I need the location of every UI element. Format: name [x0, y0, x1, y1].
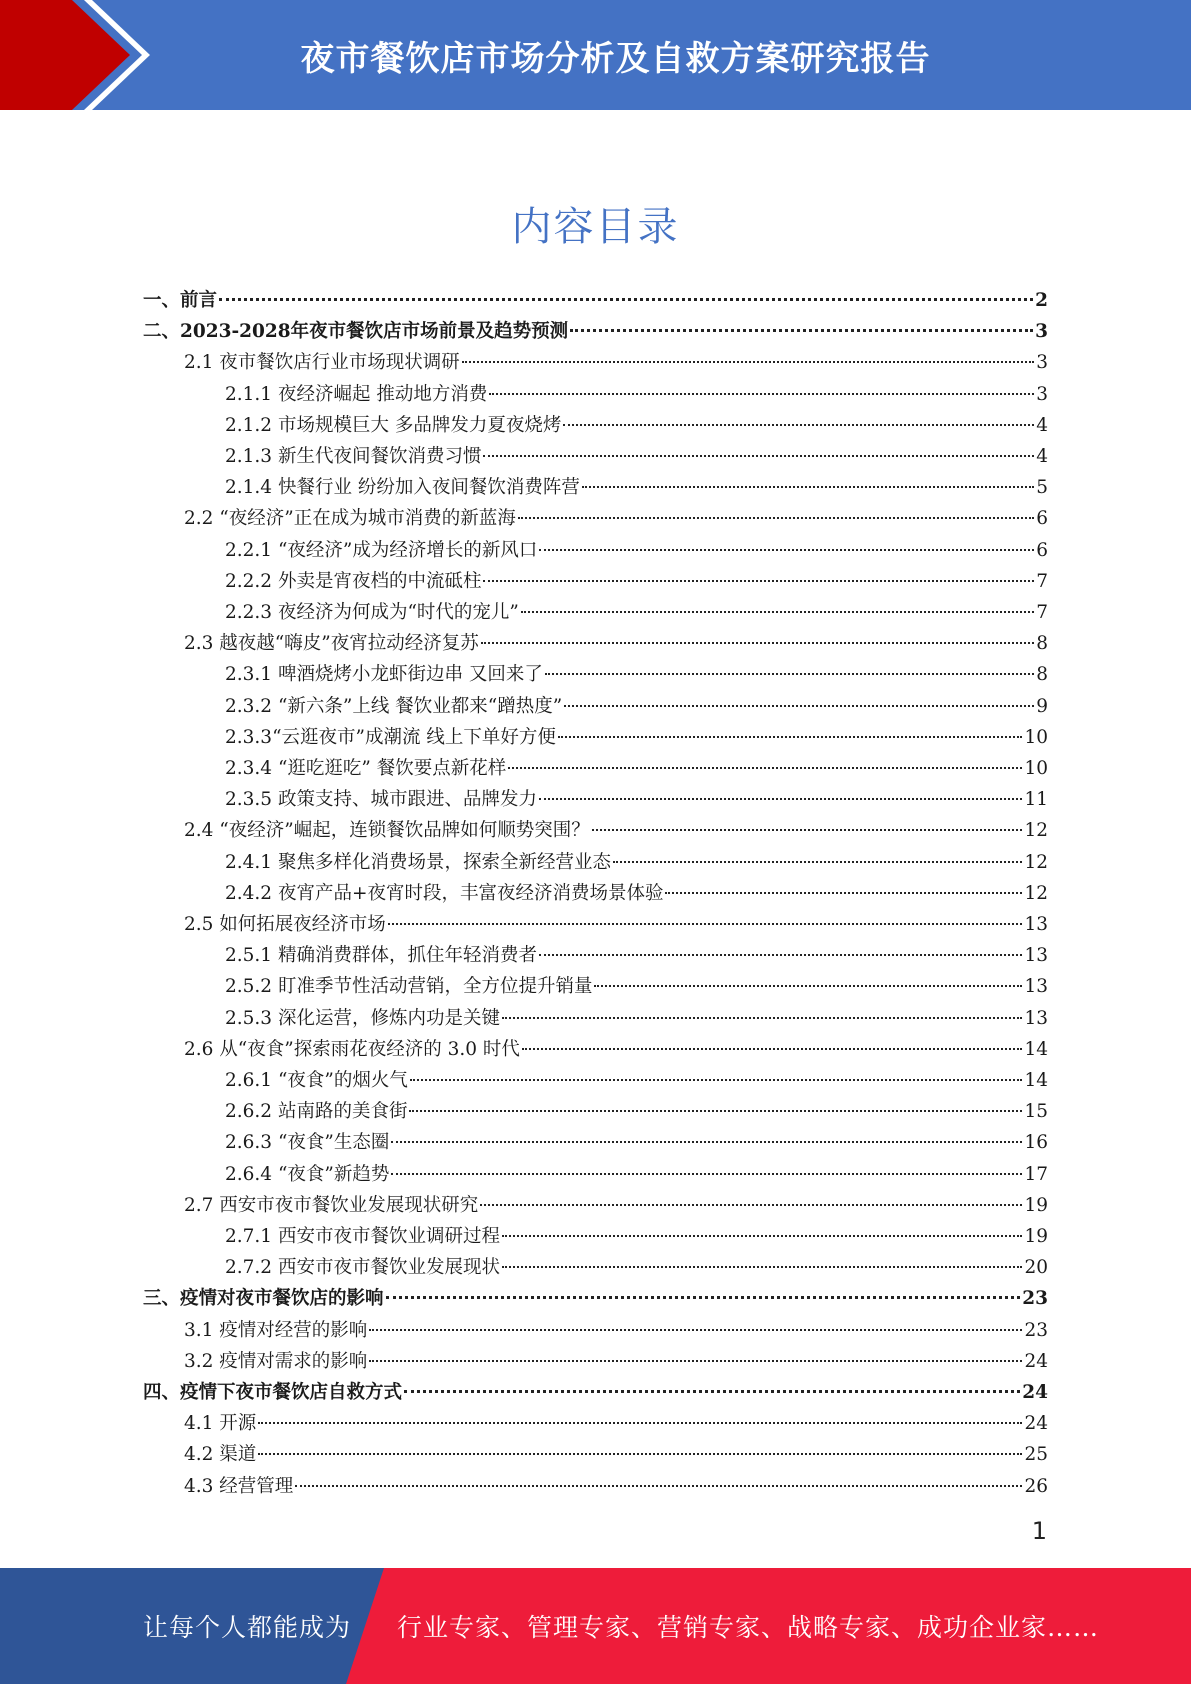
toc-entry-label: 2.7 西安市夜市餐饮业发展现状研究	[184, 1194, 479, 1216]
toc-leader-dots	[295, 1485, 1022, 1487]
toc-entry-page: 10	[1024, 758, 1048, 779]
toc-entry-page: 5	[1036, 477, 1048, 499]
toc-entry-page: 19	[1024, 1226, 1048, 1247]
toc-entry-label: 2.6.4 “夜食”新趋势	[225, 1163, 390, 1185]
toc-entry-label: 4.2 渠道	[184, 1444, 257, 1466]
toc-entry[interactable]	[184, 1408, 1048, 1439]
toc-entry-label: 2.3.5 政策支持、城市跟进、品牌发力	[225, 789, 537, 811]
toc-leader-dots	[502, 1266, 1022, 1268]
toc-leader-dots	[483, 455, 1034, 457]
toc-entry-page: 3	[1036, 383, 1048, 405]
toc-entry[interactable]	[225, 878, 1048, 909]
toc-entry-label: 3.2 疫情对需求的影响	[184, 1350, 368, 1372]
toc-entry[interactable]	[143, 1283, 1048, 1314]
toc-entry[interactable]	[225, 410, 1048, 441]
toc-entry-label: 2.5.1 精确消费群体，抓住年轻消费者	[225, 945, 537, 967]
toc-entry[interactable]	[184, 347, 1048, 378]
toc-entry-page: 26	[1024, 1475, 1048, 1497]
toc-entry-label: 2.3.2 “新六条”上线 餐饮业都来“蹭热度”	[225, 695, 563, 717]
toc-entry-page: 16	[1024, 1132, 1048, 1154]
toc-leader-dots	[481, 642, 1035, 644]
toc-leader-dots	[570, 329, 1033, 332]
toc-entry-page: 23	[1022, 1288, 1048, 1310]
toc-leader-dots	[539, 798, 1022, 800]
page-number: 1	[1031, 1517, 1047, 1545]
toc-leader-dots	[404, 1390, 1020, 1393]
toc-entry[interactable]	[225, 566, 1048, 597]
toc-entry-label: 4.1 开源	[184, 1413, 257, 1435]
toc-entry[interactable]	[143, 1377, 1048, 1408]
toc-entry-page: 12	[1024, 882, 1048, 904]
toc-entry-label: 2.4.1 聚焦多样化消费场景，探索全新经营业态	[225, 851, 611, 873]
toc-entry-page: 25	[1024, 1444, 1048, 1466]
toc-leader-dots	[502, 1017, 1022, 1019]
toc-leader-dots	[582, 486, 1034, 488]
toc-entry-page: 11	[1024, 789, 1048, 811]
toc-entry-page: 6	[1036, 508, 1048, 530]
toc-entry[interactable]	[225, 1003, 1048, 1034]
toc-entry[interactable]	[225, 1252, 1048, 1283]
toc-entry[interactable]	[225, 971, 1048, 1002]
toc-entry-label: 三、疫情对夜市餐饮店的影响	[143, 1288, 384, 1310]
toc-entry-page: 8	[1036, 633, 1048, 655]
toc-leader-dots	[258, 1422, 1022, 1424]
toc-entry-page: 4	[1036, 414, 1048, 436]
toc-entry-page: 4	[1036, 446, 1048, 467]
toc-entry[interactable]	[143, 316, 1048, 347]
toc-entry-label: 2.7.2 西安市夜市餐饮业发展现状	[225, 1257, 500, 1279]
toc-entry-page: 3	[1035, 321, 1048, 343]
toc-entry-page: 2	[1035, 290, 1048, 311]
toc-entry[interactable]	[225, 753, 1048, 784]
toc-entry-page: 15	[1024, 1101, 1048, 1123]
toc-entry[interactable]	[225, 379, 1048, 410]
toc-leader-dots	[258, 1453, 1022, 1455]
toc-leader-dots	[539, 954, 1022, 956]
toc-entry[interactable]	[225, 940, 1048, 971]
footer-slogan-left: 让每个人都能成为	[143, 1613, 352, 1642]
toc-entry-page: 14	[1024, 1070, 1048, 1091]
toc-entry-label: 2.6.1 “夜食”的烟火气	[225, 1070, 408, 1091]
toc-entry-page: 7	[1036, 570, 1048, 592]
toc-entry[interactable]	[184, 909, 1048, 940]
header-banner	[0, 0, 1191, 110]
toc-leader-dots	[219, 298, 1033, 301]
toc-leader-dots	[391, 1173, 1022, 1175]
toc-leader-dots	[483, 580, 1034, 582]
toc-entry-label: 2.6.3 “夜食”生态圈	[225, 1132, 390, 1154]
toc-entry-label: 四、疫情下夜市餐饮店自救方式	[143, 1382, 403, 1403]
toc-entry[interactable]	[184, 628, 1048, 659]
toc-entry[interactable]	[143, 285, 1048, 316]
toc-entry-label: 2.4 “夜经济”崛起，连锁餐饮品牌如何顺势突围？	[184, 820, 590, 842]
toc-leader-dots	[592, 829, 1023, 831]
toc-entry-label: 2.1.1 夜经济崛起 推动地方消费	[225, 383, 488, 405]
toc-leader-dots	[462, 361, 1034, 363]
toc-leader-dots	[388, 923, 1023, 925]
toc-entry[interactable]	[225, 1159, 1048, 1190]
toc-entry-label: 2.3.3“云逛夜市”成潮流 线上下单好方便	[225, 726, 556, 748]
toc-entry[interactable]	[225, 535, 1048, 566]
footer-banner	[0, 1568, 1191, 1684]
toc-entry-page: 3	[1036, 352, 1048, 374]
toc-leader-dots	[480, 1204, 1022, 1206]
toc-leader-dots	[594, 985, 1022, 987]
toc-entry[interactable]	[225, 722, 1048, 753]
toc-leader-dots	[489, 393, 1034, 395]
toc-entry-page: 23	[1024, 1319, 1048, 1341]
toc-entry-label: 2.2.3 夜经济为何成为“时代的宠儿”	[225, 602, 519, 623]
toc-entry-page: 6	[1036, 539, 1048, 561]
toc-leader-dots	[539, 549, 1034, 551]
toc-leader-dots	[665, 892, 1022, 894]
toc-entry-label: 一、前言	[143, 290, 218, 311]
toc-entry-page: 13	[1024, 976, 1048, 998]
toc-leader-dots	[502, 1235, 1022, 1237]
toc-entry-label: 2.3.4 “逛吃逛吃” 餐饮要点新花样	[225, 758, 507, 779]
toc-leader-dots	[563, 424, 1034, 426]
toc-entry-page: 12	[1024, 851, 1048, 873]
toc-entry-label: 4.3 经营管理	[184, 1475, 294, 1497]
toc-entry-label: 2.4.2 夜宵产品+夜宵时段，丰富夜经济消费场景体验	[225, 882, 664, 904]
toc-entry-label: 2.1.3 新生代夜间餐饮消费习惯	[225, 446, 482, 467]
toc-entry-label: 2.5 如何拓展夜经济市场	[184, 914, 386, 935]
toc-entry[interactable]	[184, 1346, 1048, 1377]
toc-entry-page: 8	[1036, 664, 1048, 686]
toc-entry-page: 7	[1036, 602, 1048, 623]
toc-entry[interactable]	[184, 503, 1048, 534]
toc-entry[interactable]	[184, 1034, 1048, 1065]
toc-entry[interactable]	[184, 815, 1048, 846]
toc-leader-dots	[545, 673, 1034, 675]
toc-entry-label: 2.2.2 外卖是宵夜档的中流砥柱	[225, 570, 482, 592]
toc-leader-dots	[386, 1296, 1021, 1299]
toc-entry-label: 2.6.2 站南路的美食街	[225, 1101, 408, 1123]
footer-slogan-right: 行业专家、管理专家、营销专家、战略专家、成功企业家……	[397, 1613, 1100, 1642]
toc-entry[interactable]	[225, 472, 1048, 503]
toc-entry-page: 19	[1024, 1194, 1048, 1216]
toc-entry-page: 24	[1024, 1413, 1048, 1435]
toc-entry-label: 2.1.2 市场规模巨大 多品牌发力夏夜烧烤	[225, 414, 562, 436]
toc-entry-page: 24	[1024, 1350, 1048, 1372]
toc-entry-page: 13	[1024, 945, 1048, 967]
toc-leader-dots	[613, 861, 1022, 863]
toc-leader-dots	[508, 767, 1022, 769]
toc-entry-label: 二、2023-2028年夜市餐饮店市场前景及趋势预测	[143, 321, 569, 343]
toc-heading: 内容目录	[511, 204, 680, 250]
toc-entry-label: 2.5.3 深化运营，修炼内功是关键	[225, 1007, 500, 1029]
toc-leader-dots	[521, 611, 1034, 613]
toc-entry-label: 2.1 夜市餐饮店行业市场现状调研	[184, 352, 460, 374]
toc-entry[interactable]	[225, 847, 1048, 878]
toc-entry-label: 2.3.1 啤酒烧烤小龙虾街边串 又回来了	[225, 664, 543, 686]
toc-entry-page: 17	[1024, 1163, 1048, 1185]
toc-entry[interactable]	[225, 441, 1048, 472]
toc-entry-label: 2.1.4 快餐行业 纷纷加入夜间餐饮消费阵营	[225, 477, 580, 499]
toc-entry[interactable]	[225, 1096, 1048, 1127]
toc-entry[interactable]	[184, 1315, 1048, 1346]
toc-leader-dots	[369, 1329, 1022, 1331]
toc-entry-page: 20	[1024, 1257, 1048, 1279]
toc-entry[interactable]	[225, 784, 1048, 815]
toc-entry[interactable]	[225, 597, 1048, 628]
toc-entry[interactable]	[225, 1221, 1048, 1252]
toc-leader-dots	[558, 736, 1023, 738]
toc-entry-page: 9	[1036, 695, 1048, 717]
toc-leader-dots	[522, 1048, 1023, 1050]
toc-entry-label: 2.3 越夜越“嗨皮”夜宵拉动经济复苏	[184, 633, 479, 655]
toc-entry[interactable]	[225, 1127, 1048, 1158]
toc-entry-page: 24	[1022, 1382, 1048, 1403]
toc-leader-dots	[409, 1110, 1022, 1112]
document-title: 夜市餐饮店市场分析及自救方案研究报告	[300, 38, 931, 79]
toc-entry[interactable]	[225, 659, 1048, 690]
toc-entry-label: 3.1 疫情对经营的影响	[184, 1319, 368, 1341]
toc-leader-dots	[410, 1079, 1023, 1081]
toc-leader-dots	[518, 517, 1035, 519]
toc-entry-label: 2.6 从“夜食”探索雨花夜经济的 3.0 时代	[184, 1038, 520, 1060]
toc-entry-label: 2.5.2 盯准季节性活动营销，全方位提升销量	[225, 976, 593, 998]
toc-entry-label: 2.2.1 “夜经济”成为经济增长的新风口	[225, 539, 538, 561]
toc-entry[interactable]	[184, 1471, 1048, 1502]
toc-entry[interactable]	[225, 1065, 1048, 1096]
toc-entry-label: 2.2 “夜经济”正在成为城市消费的新蓝海	[184, 508, 516, 530]
toc-leader-dots	[391, 1141, 1022, 1143]
toc-entry-label: 2.7.1 西安市夜市餐饮业调研过程	[225, 1226, 500, 1247]
toc-entry-page: 10	[1024, 726, 1048, 748]
toc-entry[interactable]	[184, 1190, 1048, 1221]
toc-entry[interactable]	[225, 691, 1048, 722]
toc-entry-page: 13	[1024, 914, 1048, 935]
toc-entry-page: 13	[1024, 1007, 1048, 1029]
toc-entry-page: 14	[1024, 1038, 1048, 1060]
toc-leader-dots	[369, 1360, 1022, 1362]
toc-leader-dots	[564, 705, 1034, 707]
toc-entry[interactable]	[184, 1439, 1048, 1470]
toc-entry-page: 12	[1024, 820, 1048, 842]
